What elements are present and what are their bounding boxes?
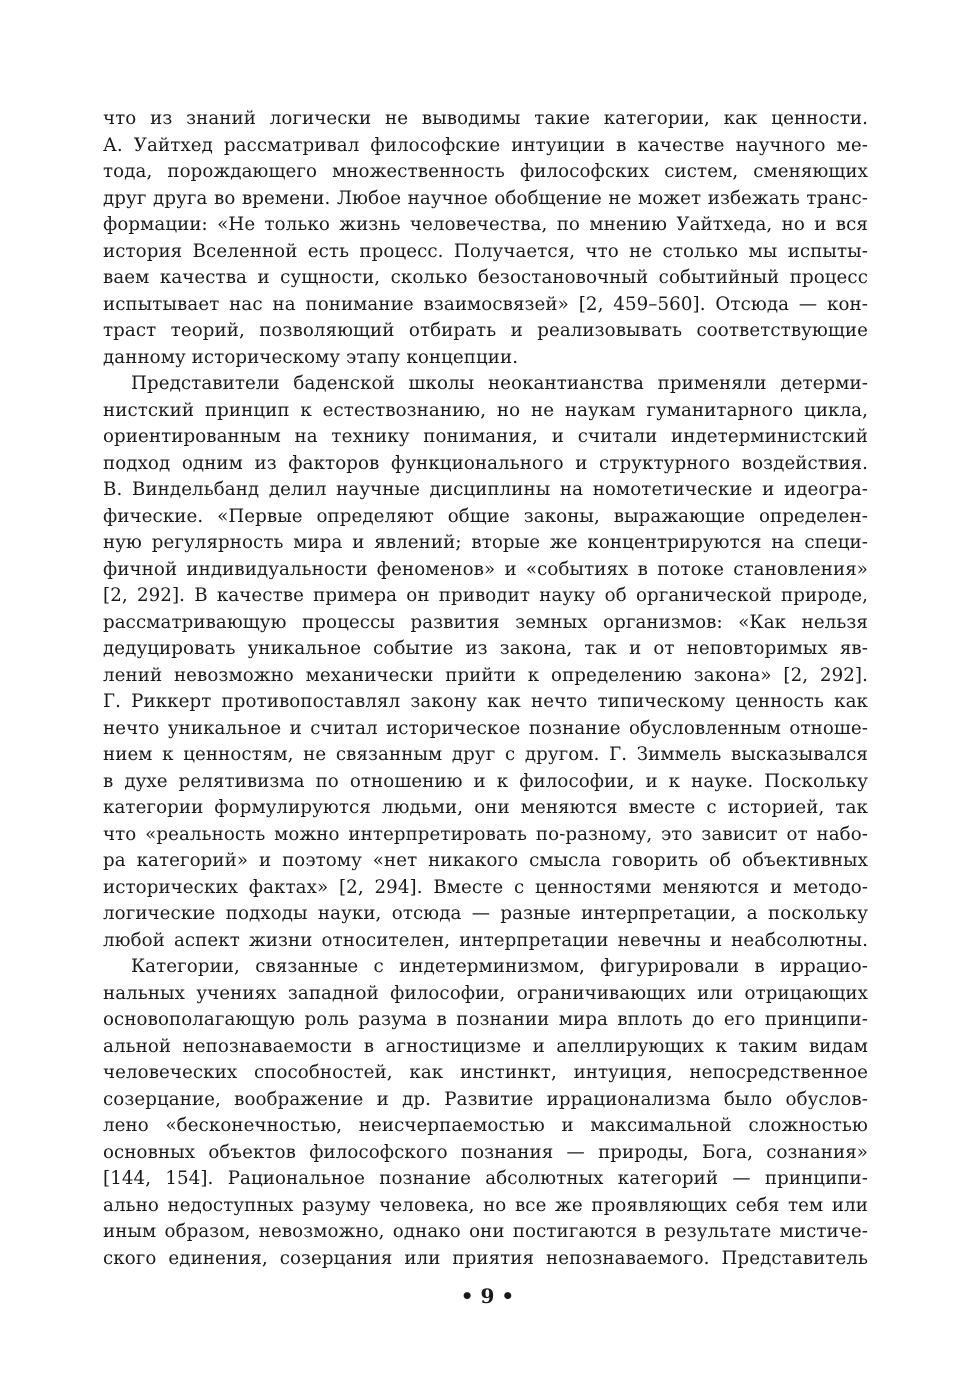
text-line: лено «бесконечностью, неисчерпаемостью и максимальной сложностью [103, 1115, 868, 1136]
paragraph-2 [103, 371, 868, 954]
text-line: что «реальность можно интерпретировать по-разному, это зависит от набо- [103, 823, 868, 845]
text-line: основных объектов философского познания — природы, Бога, сознания» [103, 1141, 868, 1163]
text-line: траст теорий, позволяющий отбирать и реализовывать соответствующие [103, 320, 868, 341]
text-line: нечто уникальное и считал историческое познание обусловленным отноше- [103, 717, 868, 739]
text-line: лений невозможно механически прийти к определению закона» [2, 292]. [103, 664, 868, 686]
text-line: [144, 154]. Рациональное познание абсолютных категорий — принципи- [103, 1168, 868, 1189]
text-line: Г. Риккерт противопоставлял закону как нечто типическому ценность как [103, 691, 868, 712]
text-line: иным образом, невозможно, однако они постигаются в результате мистиче- [103, 1221, 868, 1242]
text-line: ского единения, созерцания или приятия непознаваемого. Представитель [103, 1247, 868, 1269]
paragraph-3 [103, 954, 868, 1272]
text-line: ориентированным на технику понимания, и считали индетерминистский [103, 426, 868, 447]
text-line: логические подходы науки, отсюда — разные интерпретации, а поскольку [103, 903, 868, 924]
text-line: испытывает нас на понимание взаимосвязей» [2, 459–560]. Отсюда — кон- [103, 293, 868, 315]
text-line: дедуцировать уникальное событие из закона, так и от неповторимых яв- [103, 638, 868, 659]
text-line: исторических фактах» [2, 294]. Вместе с ценностями меняются и методо- [103, 876, 868, 898]
text-line: созерцание, воображение и др. Развитие иррационализма было обуслов- [103, 1088, 868, 1110]
text-line: категории формулируются людьми, они меняются вместе с историей, так [103, 797, 868, 818]
text-line: ную регулярность мира и явлений; вторые же концентрируются на специ- [103, 532, 868, 553]
text-line: формации: «Не только жизнь человечества, по мнению Уайтхеда, но и вся [103, 214, 868, 235]
text-line: В. Виндельбанд делил научные дисциплины на номотетические и идеогра- [103, 479, 868, 500]
text-line: ваем качества и сущности, сколько безостановочный событийный процесс [103, 267, 868, 288]
text-line: Представители баденской школы неокантианства применяли детерми- [131, 373, 868, 394]
text-line: ра категорий» и поэтому «нет никакого смысла говорить об объективных [103, 850, 868, 871]
text-line: А. Уайтхед рассматривал философские интуиции в качестве научного ме- [103, 134, 868, 156]
text-line: фические. «Первые определяют общие законы, выражающие определен- [103, 505, 868, 527]
text-line: тода, порождающего множественность философских систем, сменяющих [103, 161, 868, 182]
text-line: человеческих способностей, как инстинкт, интуиция, непосредственное [103, 1062, 868, 1083]
page-number: • 9 • [460, 1284, 515, 1308]
text-line: ально недоступных разуму человека, но все же проявляющих себя тем или [103, 1194, 868, 1216]
text-line: нием к ценностям, не связанным друг с другом. Г. Зиммель высказывался [103, 744, 868, 765]
text-line: рассматривающую процессы развития земных организмов: «Как нельзя [103, 611, 868, 633]
text-line: нальных учениях западной философии, ограничивающих или отрицающих [103, 982, 868, 1004]
text-line: [2, 292]. В качестве примера он приводит науку об органической природе, [103, 585, 868, 606]
text-line: фичной индивидуальности феноменов» и «событиях в потоке становления» [103, 558, 868, 580]
text-line: альной непознаваемости в агностицизме и апеллирующих к таким видам [103, 1035, 868, 1057]
text-line: в духе релятивизма по отношению и к философии, и к науке. Поскольку [103, 770, 868, 792]
text-line: основополагающую роль разума в познании мира вплоть до его принципи- [103, 1009, 868, 1030]
text-line: друг друга во времени. Любое научное обобщение не может избежать транс- [103, 187, 868, 209]
page-body [103, 106, 868, 1272]
text-line: нистский принцип к естествознанию, но не наукам гуманитарного цикла, [103, 399, 868, 421]
text-line: история Вселенной есть процесс. Получается, что не столько мы испыты- [103, 240, 868, 262]
text-line: подход одним из факторов функционального и структурного воздействия. [103, 452, 868, 474]
text-line: любой аспект жизни относителен, интерпретации невечны и неабсолютны. [103, 929, 868, 951]
text-line: Категории, связанные с индетерминизмом, фигурировали в иррацио- [131, 956, 868, 977]
text-line: данному историческому этапу концепции. [103, 346, 519, 368]
text-line: что из знаний логически не выводимы такие категории, как ценности. [103, 108, 868, 129]
paragraph-1 [103, 106, 868, 371]
